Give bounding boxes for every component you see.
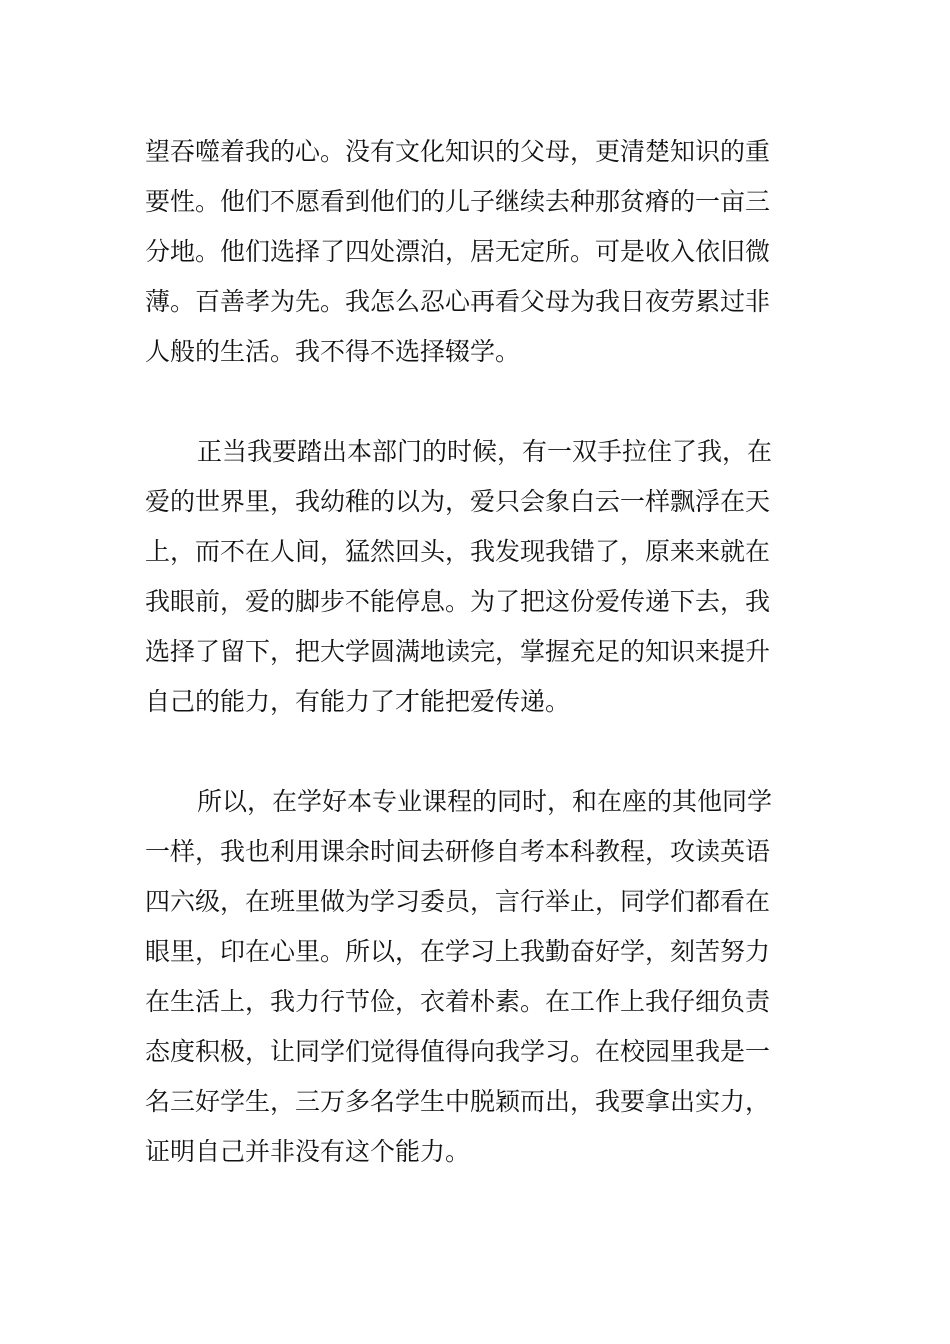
text-line: 选择了留下，把大学圆满地读完，掌握充足的知识来提升 — [145, 637, 771, 666]
text-line: 要性。他们不愿看到他们的儿子继续去种那贫瘠的一亩三 — [145, 187, 771, 216]
text-line: 望吞噬着我的心。没有文化知识的父母，更清楚知识的重 — [145, 137, 771, 166]
text-line: 在生活上，我力行节俭，衣着朴素。在工作上我仔细负责 — [145, 987, 771, 1016]
text-line: 证明自己并非没有这个能力。 — [145, 1137, 471, 1166]
text-line: 正当我要踏出本部门的时候，有一双手拉住了我，在 — [197, 437, 773, 466]
text-line: 名三好学生，三万多名学生中脱颖而出，我要拿出实力， — [145, 1087, 771, 1116]
text-line: 上，而不在人间，猛然回头，我发现我错了，原来来就在 — [145, 537, 771, 566]
text-line: 态度积极，让同学们觉得值得向我学习。在校园里我是一 — [145, 1037, 771, 1066]
text-line: 人般的生活。我不得不选择辍学。 — [145, 337, 521, 366]
body-text — [145, 127, 805, 1177]
paragraph-2 — [145, 427, 805, 727]
text-line: 薄。百善孝为先。我怎么忍心再看父母为我日夜劳累过非 — [145, 287, 771, 316]
text-line: 自己的能力，有能力了才能把爱传递。 — [145, 687, 571, 716]
text-line: 分地。他们选择了四处漂泊，居无定所。可是收入依旧微 — [145, 237, 771, 266]
text-line: 我眼前，爱的脚步不能停息。为了把这份爱传递下去，我 — [145, 587, 771, 616]
paragraph-1 — [145, 127, 805, 377]
paragraph-3 — [145, 777, 805, 1177]
text-line: 所以，在学好本专业课程的同时，和在座的其他同学 — [197, 787, 773, 816]
text-line: 一样，我也利用课余时间去研修自考本科教程，攻读英语 — [145, 837, 771, 866]
text-line: 四六级，在班里做为学习委员，言行举止，同学们都看在 — [145, 887, 771, 916]
text-line: 眼里，印在心里。所以，在学习上我勤奋好学，刻苦努力 — [145, 937, 771, 966]
text-line: 爱的世界里，我幼稚的以为，爱只会象白云一样飘浮在天 — [145, 487, 771, 516]
